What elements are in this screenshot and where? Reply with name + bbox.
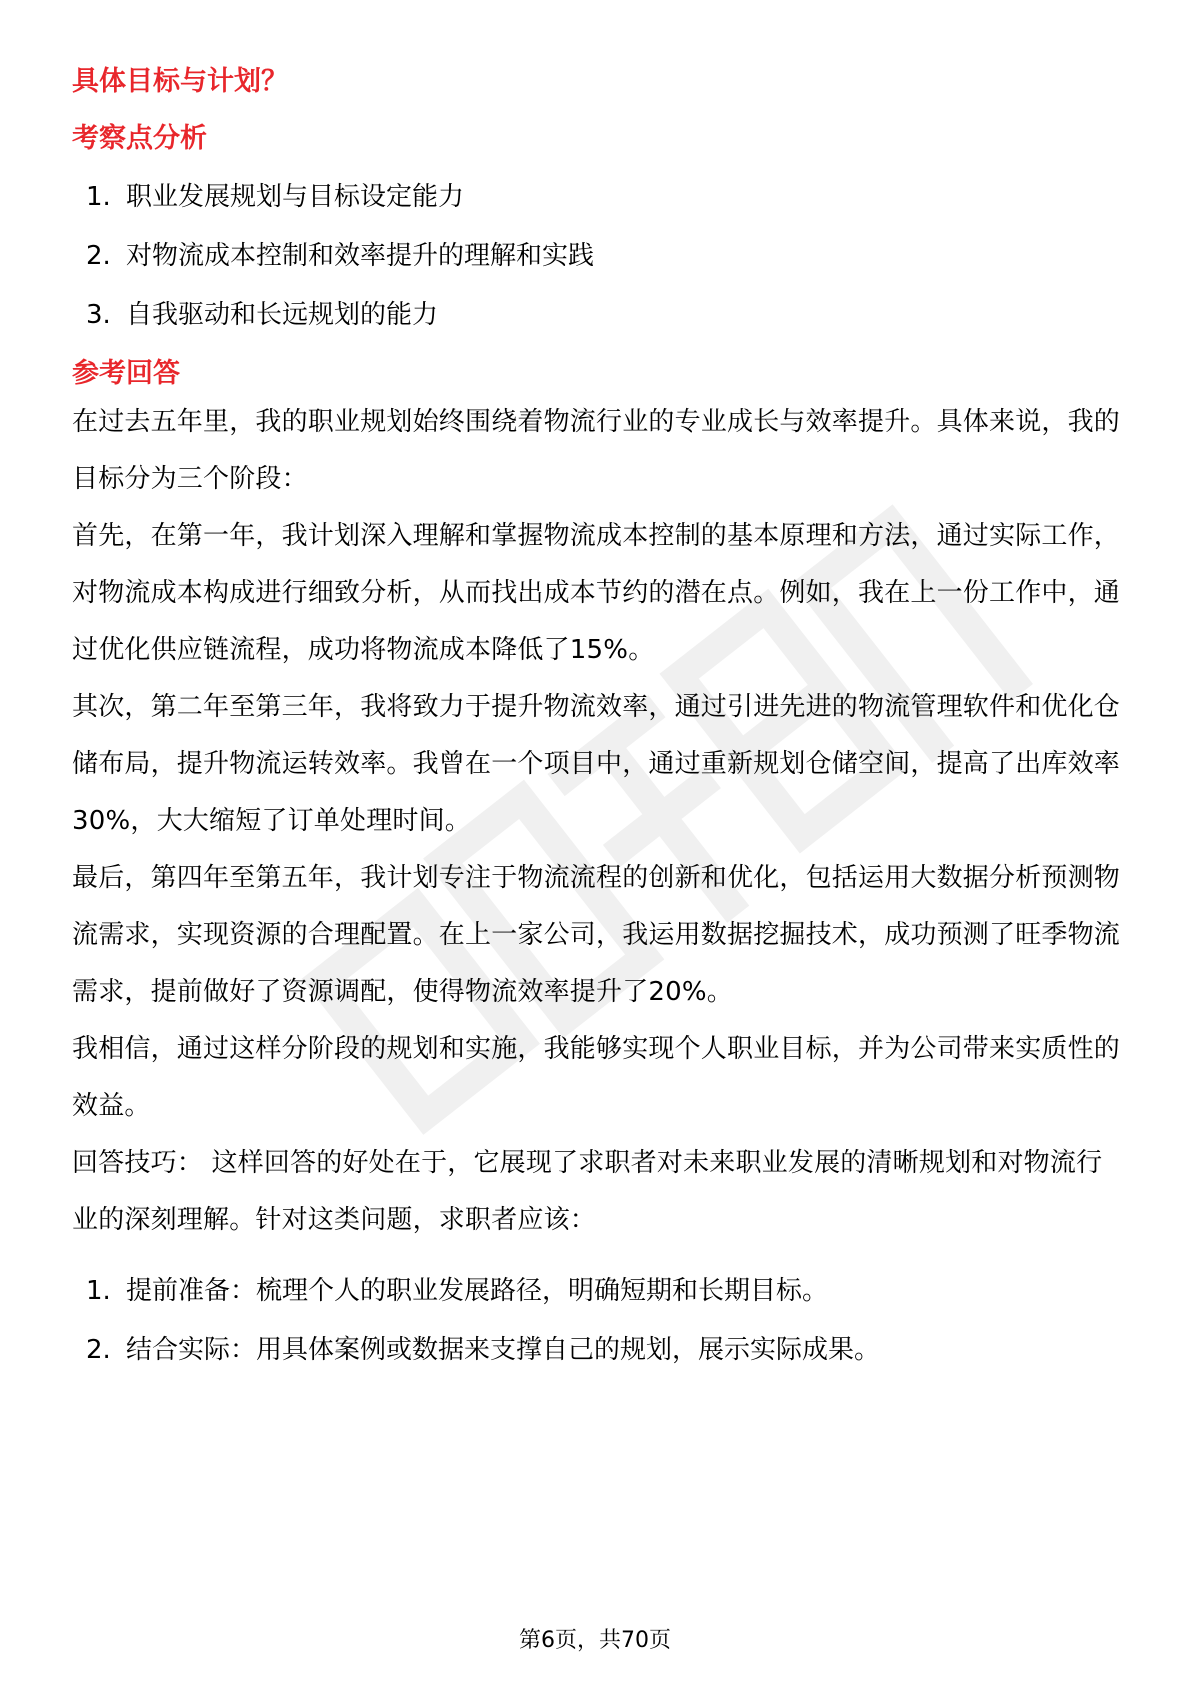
list-item [72,177,1122,217]
list-text: 对物流成本控制和效率提升的理解和实践 [126,241,595,271]
list-item [72,295,1122,335]
list-number: 2. [86,241,111,271]
analysis-list [72,177,1122,335]
answer-paragraph: 首先，在第一年，我计划深入理解和掌握物流成本控制的基本原理和方法，通过实际工作，对物流成本构成进行细致分析，从而找出成本节约的潜在点。例如，我在上一份工作中，通过优化供应链流程，成功将物流成本降低了15%。 [72,521,1121,665]
list-text: 提前准备：梳理个人的职业发展路径，明确短期和长期目标。 [126,1276,829,1306]
answer-paragraph: 在过去五年里，我的职业规划始终围绕着物流行业的专业成长与效率提升。具体来说，我的目标分为三个阶段： [72,407,1121,494]
list-text: 自我驱动和长远规划的能力 [126,300,439,330]
list-item [72,1330,1122,1370]
answer-paragraph: 其次，第二年至第三年，我将致力于提升物流效率，通过引进先进的物流管理软件和优化仓储布局，提升物流运转效率。我曾在一个项目中，通过重新规划仓储空间，提高了出库效率30%，大大缩短了订单处理时间。 [72,692,1121,836]
list-number: 3. [86,300,111,330]
list-text: 结合实际：用具体案例或数据来支撑自己的规划，展示实际成果。 [126,1335,881,1365]
page-footer: 第6页，共70页 [519,1628,671,1653]
list-number: 2. [86,1335,111,1365]
answer-paragraph: 最后，第四年至第五年，我计划专注于物流流程的创新和优化，包括运用大数据分析预测物流需求，实现资源的合理配置。在上一家公司，我运用数据挖掘技术，成功预测了旺季物流需求，提前做好了资源调配，使得物流效率提升了20%。 [72,863,1121,1007]
list-number: 1. [86,1276,111,1306]
page-content [72,52,1122,1389]
list-item [72,1271,1122,1311]
list-number: 1. [86,182,111,212]
tips-intro-paragraph: 回答技巧： 这样回答的好处在于，它展现了求职者对未来职业发展的清晰规划和对物流行业的深刻理解。针对这类问题，求职者应该： [72,1148,1103,1235]
list-text: 职业发展规划与目标设定能力 [126,182,465,212]
list-item [72,236,1122,276]
question-title: 具体目标与计划？ [72,66,288,97]
analysis-heading: 考察点分析 [72,123,207,154]
answer-paragraph: 我相信，通过这样分阶段的规划和实施，我能够实现个人职业目标，并为公司带来实质性的效益。 [72,1034,1121,1121]
answer-heading: 参考回答 [72,358,180,389]
tips-list [72,1271,1122,1370]
